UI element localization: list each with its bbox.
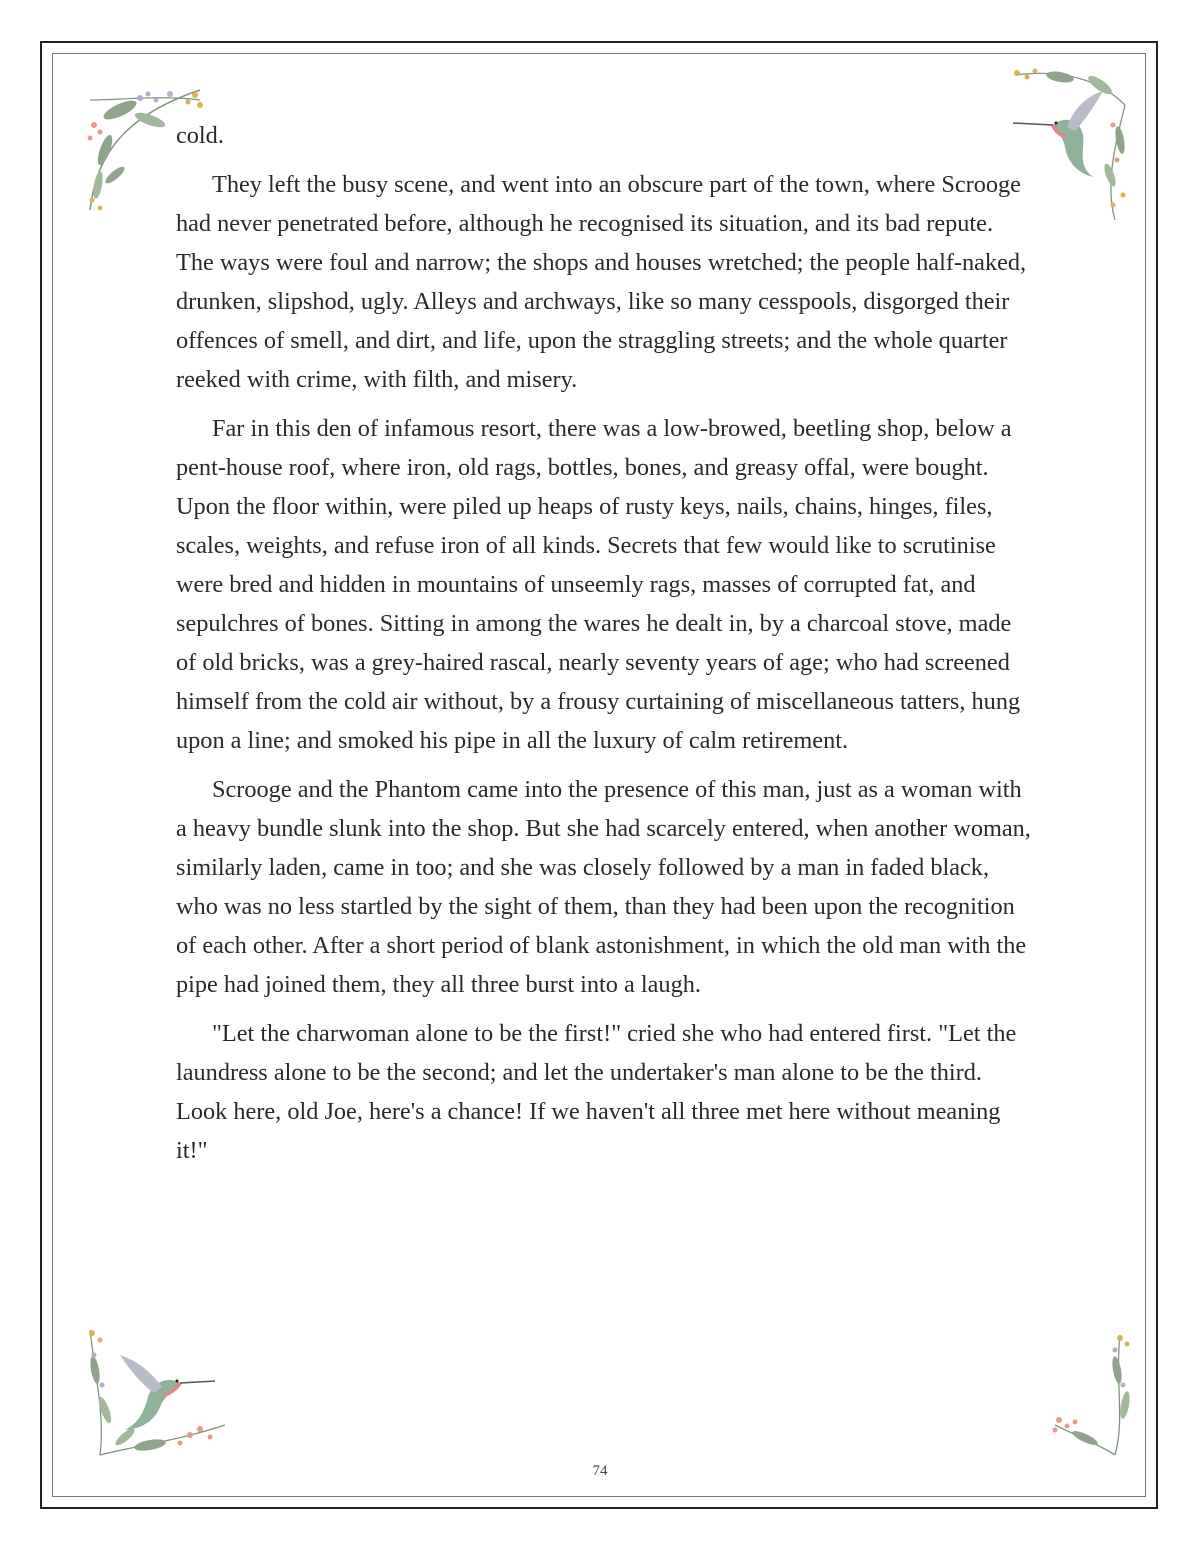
hummingbird-floral-icon: [80, 1325, 230, 1460]
paragraph: cold.: [176, 122, 224, 149]
paragraph: They left the busy scene, and went into an obscure part of the town, where Scrooge had never penetrated before, although he recognised its situation, and its bad repute. The ways were foul and narrow; the shops and houses wretched; the people half-naked, drunken, slipshod, ugly. Alleys and archways, like so many cesspools, disgorged their offences of smell, and dirt, and life, upon the straggling streets; and the whole quarter reeked with crime, with filth, and misery.: [176, 171, 1027, 393]
page-number: 74: [592, 1463, 608, 1479]
paragraph: Far in this den of infamous resort, there was a low-browed, beetling shop, below a pent-house roof, where iron, old rags, bottles, bones, and greasy offal, were bought. Upon the floor within, were piled up heaps of rusty keys, nails, chains, hinges, files, scales, weights, and refuse iron of all kinds. Secrets that few would like to scrutinise were bred and hidden in mountains of unseemly rags, masses of corrupted fat, and sepulchres of bones. Sitting in among the wares he dealt in, by a charcoal stove, made of old bricks, was a grey-haired rascal, nearly seventy years of age; who had screened himself from the cold air without, by a frousy curtaining of miscellaneous tatters, hung upon a line; and smoked his pipe in all the luxury of calm retirement.: [176, 415, 1021, 754]
floral-corner-icon: [1045, 1330, 1145, 1460]
paragraph: Scrooge and the Phantom came into the presence of this man, just as a woman with a heavy bundle slunk into the shop. But she had scarcely entered, when another woman, similarly laden, came in too; and she was closely followed by a man in faded black, who was no less startled by the sight of them, than they had been upon the recognition of each other. After a short period of blank astonishment, in which the old man with the pipe had joined them, they all three burst into a laugh.: [176, 776, 1031, 998]
paragraph: "Let the charwoman alone to be the first!" cried she who had entered first. "Let the laundress alone to be the second; and let the undertaker's man alone to be the third. Look here, old Joe, here's a chance! If we haven't all three met here without meaning it!": [176, 1020, 1017, 1164]
body-text: [176, 116, 1032, 1180]
